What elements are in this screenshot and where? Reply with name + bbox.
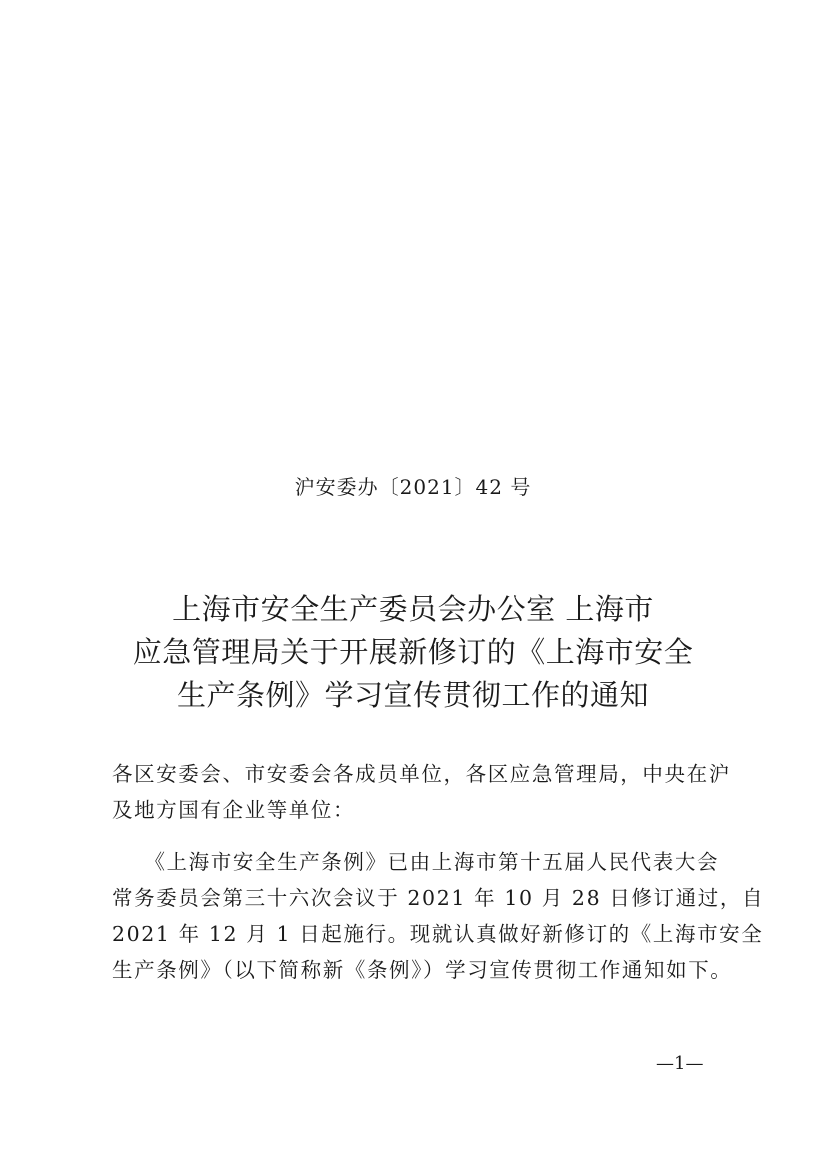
title-line: 上海市安全生产委员会办公室 上海市 bbox=[172, 592, 654, 626]
title-line: 应急管理局关于开展新修订的《上海市安全 bbox=[132, 635, 694, 669]
document-number: 沪安委办〔2021〕42 号 bbox=[294, 475, 532, 499]
paragraph-line: 常务委员会第三十六次会议于 2021 年 10 月 28 日修订通过，自 bbox=[112, 886, 765, 910]
title-line: 生产条例》学习宣传贯彻工作的通知 bbox=[176, 678, 649, 712]
paragraph-line: 生产条例》（以下简称新《条例》）学习宣传贯彻工作通知如下。 bbox=[112, 958, 733, 982]
page-number: —1— bbox=[656, 1053, 704, 1074]
paragraph-line: 2021 年 12 月 1 日起施行。现就认真做好新修订的《上海市安全 bbox=[112, 922, 764, 946]
addressee-line: 及地方国有企业等单位： bbox=[112, 798, 356, 822]
body-paragraph bbox=[112, 844, 765, 988]
addressee-block bbox=[112, 756, 731, 828]
paragraph-line: 《上海市安全生产条例》已由上海市第十五届人民代表大会 bbox=[112, 850, 720, 874]
addressee-line: 各区安委会、市安委会各成员单位，各区应急管理局，中央在沪 bbox=[112, 762, 731, 786]
document-title bbox=[60, 588, 766, 717]
